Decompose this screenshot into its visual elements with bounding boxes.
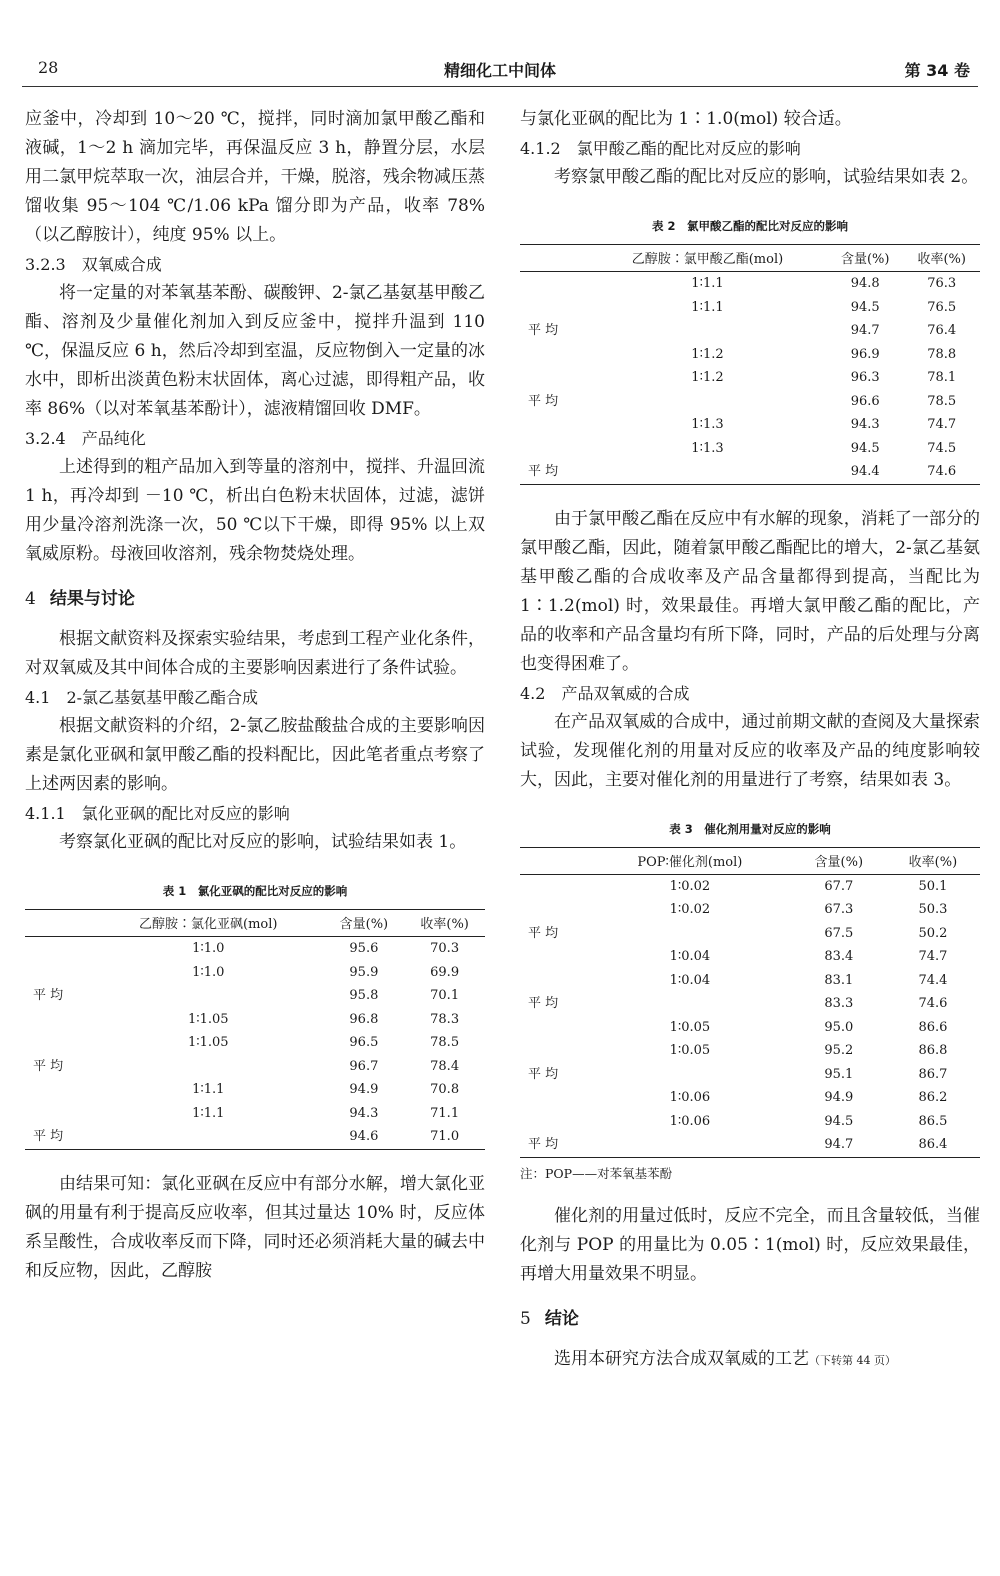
table-cell: 1∶0.02 bbox=[669, 902, 711, 917]
table-row bbox=[25, 961, 485, 985]
section-heading-3-2-4: 3.2.4 产品纯化 bbox=[25, 429, 146, 448]
table-row bbox=[520, 969, 980, 993]
table-row bbox=[520, 898, 980, 922]
table-cell: 95.2 bbox=[824, 1043, 854, 1058]
table-cell: 78.5 bbox=[430, 1035, 460, 1050]
table-cell: 71.0 bbox=[404, 1125, 485, 1149]
table-cell: 96.6 bbox=[850, 393, 880, 409]
table-row bbox=[25, 1078, 485, 1102]
column-header: 含量(%) bbox=[827, 245, 904, 272]
table-row bbox=[520, 1063, 980, 1087]
column-header: 收率(%) bbox=[903, 245, 980, 272]
table-cell bbox=[25, 1078, 93, 1102]
table-cell bbox=[520, 413, 588, 437]
table-cell bbox=[520, 1016, 588, 1040]
section-heading-3-2-3: 3.2.3 双氧威合成 bbox=[25, 255, 162, 274]
table-cell: 1∶1.3 bbox=[691, 440, 724, 456]
table-cell bbox=[520, 969, 588, 993]
table-cell: 1∶0.05 bbox=[669, 1043, 711, 1058]
page-header bbox=[22, 52, 978, 87]
table-cell: 94.3 bbox=[850, 417, 880, 432]
table-cell bbox=[520, 296, 588, 320]
table-cell: 74.7 bbox=[927, 417, 957, 432]
table-cell: 50.1 bbox=[918, 878, 948, 894]
paragraph: 应釜中，冷却到 10～20 ℃，搅拌，同时滴加氯甲酸乙酯和液碱，1～2 h 滴加完毕，再保温反应 3 h，静置分层，水层用二氯甲烷萃取一次，油层合并，干燥，脱溶，残余物减压蒸馏收集 95～104 ℃/1.06 kPa 馏分即为产品，收率 78%（以乙醇胺计），纯度 95% 以上。 bbox=[25, 109, 485, 245]
section-number: 4 bbox=[25, 589, 36, 609]
table-cell: 67.5 bbox=[824, 925, 854, 941]
table-cell: 95.6 bbox=[349, 941, 379, 956]
table-cell: 95.1 bbox=[824, 1066, 854, 1082]
table-3 bbox=[520, 821, 980, 1182]
section-heading-5 bbox=[520, 1305, 980, 1333]
table-cell: 86.4 bbox=[886, 1133, 980, 1157]
table-cell: 平 均 bbox=[528, 1066, 559, 1082]
table-cell: 83.4 bbox=[824, 949, 854, 964]
data-table bbox=[520, 244, 980, 485]
column-header: POP∶催化剂(mol) bbox=[588, 847, 792, 874]
table-cell: 76.5 bbox=[927, 299, 957, 315]
table-cell bbox=[520, 366, 588, 390]
table-cell: 71.1 bbox=[430, 1105, 460, 1121]
paragraph: 由结果可知：氯化亚砜在反应中有部分水解，增大氯化亚砜的用量有利于提高反应收率，但其过量达 10% 时，反应体系呈酸性，合成收率反而下降，同时还必须消耗大量的碱去中和反应物，因此，乙醇胺 bbox=[25, 1173, 485, 1281]
table-cell: 1∶1.0 bbox=[192, 941, 225, 956]
table-cell: 74.5 bbox=[927, 440, 957, 456]
table-cell: 平 均 bbox=[520, 1133, 588, 1157]
table-row bbox=[520, 343, 980, 367]
paragraph: 在产品双氧威的合成中，通过前期文献的查阅及大量探索试验，发现催化剂的用量对反应的收率及产品的纯度影响较大，因此，主要对催化剂的用量进行了考察，结果如表 3。 bbox=[520, 711, 980, 790]
journal-title: 精细化工中间体 bbox=[443, 61, 556, 80]
table-row bbox=[25, 1031, 485, 1055]
table-row bbox=[520, 390, 980, 414]
table-cell: 83.1 bbox=[824, 972, 854, 988]
table-cell: 78.4 bbox=[430, 1058, 460, 1074]
table-2 bbox=[520, 218, 980, 485]
table-cell: 74.6 bbox=[918, 996, 948, 1011]
table-cell: 96.3 bbox=[850, 370, 880, 385]
table-cell: 95.8 bbox=[349, 988, 379, 1003]
table-row bbox=[520, 437, 980, 461]
table-cell: 94.6 bbox=[324, 1125, 405, 1149]
table-cell: 83.3 bbox=[824, 996, 854, 1011]
table-cell: 50.3 bbox=[918, 902, 948, 917]
table-cell: 94.5 bbox=[850, 440, 880, 456]
table-cell bbox=[588, 460, 827, 484]
table-cell: 86.5 bbox=[918, 1113, 948, 1129]
table-cell: 1∶1.1 bbox=[192, 1105, 225, 1121]
table-cell: 86.2 bbox=[918, 1090, 948, 1105]
paragraph: 考察氯化亚砜的配比对反应的影响，试验结果如表 1。 bbox=[59, 832, 467, 852]
table-cell bbox=[588, 992, 792, 1016]
table-cell bbox=[520, 1110, 588, 1134]
table-row bbox=[25, 1055, 485, 1079]
table-cell: 78.1 bbox=[927, 370, 957, 385]
table-cell: 96.9 bbox=[850, 346, 880, 362]
table-cell: 67.7 bbox=[824, 878, 854, 894]
section-title: 结果与讨论 bbox=[49, 589, 135, 609]
table-cell bbox=[93, 984, 324, 1008]
table-cell: 70.3 bbox=[430, 941, 460, 956]
table-cell: 平 均 bbox=[25, 1125, 93, 1149]
table-cell bbox=[520, 1039, 588, 1063]
table-cell: 78.5 bbox=[927, 393, 957, 409]
table-cell: 平 均 bbox=[528, 323, 559, 338]
table-cell bbox=[520, 272, 588, 296]
section-number: 5 bbox=[520, 1308, 531, 1329]
table-cell: 1∶1.0 bbox=[192, 964, 225, 980]
table-title: 表 3 催化剂用量对反应的影响 bbox=[669, 821, 831, 836]
table-cell: 1∶1.1 bbox=[691, 276, 724, 291]
column-header: 乙醇胺∶氯化亚砜(mol) bbox=[93, 910, 324, 937]
table-cell: 平 均 bbox=[520, 460, 588, 484]
table-cell: 94.4 bbox=[827, 460, 904, 484]
table-note: 注：POP——对苯氧基苯酚 bbox=[520, 1165, 673, 1181]
section-heading-4-1-1: 4.1.1 氯化亚砜的配比对反应的影响 bbox=[25, 804, 290, 823]
table-row bbox=[520, 366, 980, 390]
table-cell: 94.9 bbox=[349, 1082, 379, 1097]
table-cell: 74.6 bbox=[903, 460, 980, 484]
table-cell bbox=[588, 922, 792, 946]
table-cell bbox=[520, 945, 588, 969]
page-number: 28 bbox=[38, 58, 59, 77]
table-cell: 平 均 bbox=[528, 925, 559, 941]
table-cell bbox=[25, 1102, 93, 1126]
table-cell: 94.7 bbox=[792, 1133, 886, 1157]
table-cell bbox=[93, 1125, 324, 1149]
table-cell: 94.9 bbox=[824, 1090, 854, 1105]
table-row bbox=[520, 1086, 980, 1110]
paragraph: 根据文献资料及探索实验结果，考虑到工程产业化条件，对双氧威及其中间体合成的主要影响因素进行了条件试验。 bbox=[25, 629, 485, 678]
table-cell: 76.3 bbox=[927, 276, 957, 291]
table-cell: 96.7 bbox=[349, 1058, 379, 1074]
section-heading-4-1: 4.1 2-氯乙基氨基甲酸乙酯合成 bbox=[25, 688, 259, 707]
table-cell bbox=[588, 319, 827, 343]
table-cell: 1∶0.05 bbox=[669, 1019, 711, 1035]
table-row bbox=[520, 992, 980, 1016]
section-heading-4 bbox=[25, 585, 485, 613]
table-row bbox=[25, 1102, 485, 1126]
paragraph bbox=[520, 1345, 980, 1375]
table-row bbox=[520, 945, 980, 969]
table-cell: 平 均 bbox=[33, 1058, 64, 1074]
paragraph: 考察氯甲酸乙酯的配比对反应的影响，试验结果如表 2。 bbox=[554, 167, 979, 187]
table-cell: 74.4 bbox=[918, 972, 948, 988]
table-row bbox=[25, 937, 485, 961]
table-row bbox=[520, 1133, 980, 1157]
table-cell: 1∶1.1 bbox=[691, 299, 724, 315]
table-row bbox=[25, 984, 485, 1008]
table-row bbox=[25, 1125, 485, 1149]
paragraph: 催化剂的用量过低时，反应不完全，而且含量较低，当催化剂与 POP 的用量比为 0.05∶1(mol) 时，反应效果最佳，再增大用量效果不明显。 bbox=[520, 1205, 980, 1284]
column-header bbox=[520, 245, 588, 272]
table-cell: 86.6 bbox=[918, 1019, 948, 1035]
table-cell: 78.3 bbox=[430, 1011, 460, 1027]
table-cell: 70.1 bbox=[430, 988, 460, 1003]
table-cell: 96.5 bbox=[349, 1035, 379, 1050]
data-table bbox=[520, 847, 980, 1158]
table-cell: 95.0 bbox=[824, 1019, 854, 1035]
table-cell bbox=[588, 1063, 792, 1087]
table-cell: 74.7 bbox=[918, 949, 948, 964]
paragraph: 由于氯甲酸乙酯在反应中有水解的现象，消耗了一部分的氯甲酸乙酯，因此，随着氯甲酸乙酯配比的增大，2-氯乙基氨基甲酸乙酯的合成收率及产品含量都得到提高，当配比为 1∶1.2(mol) 时，效果最佳。再增大氯甲酸乙酯的配比，产品的收率和产品含量均有所下降，同时，产品的后处理与分离也变得困难了。 bbox=[520, 508, 980, 674]
data-table bbox=[25, 909, 485, 1150]
table-cell bbox=[93, 1055, 324, 1079]
table-cell: 94.7 bbox=[850, 323, 880, 338]
table-cell: 94.5 bbox=[850, 299, 880, 315]
table-row bbox=[520, 296, 980, 320]
table-cell: 1∶1.05 bbox=[187, 1035, 229, 1050]
table-cell bbox=[520, 1086, 588, 1110]
paragraph: 上述得到的粗产品加入到等量的溶剂中，搅拌、升温回流 1 h，再冷却到 －10 ℃，析出白色粉末状固体，过滤，滤饼用少量冷溶剂洗涤一次，50 ℃以下干燥，即得 95% 以上双氧威原粉。母液回收溶剂，残余物焚烧处理。 bbox=[25, 457, 485, 564]
table-row bbox=[520, 922, 980, 946]
table-row bbox=[520, 319, 980, 343]
table-cell: 78.8 bbox=[927, 346, 957, 362]
table-cell bbox=[520, 343, 588, 367]
paragraph: 根据文献资料的介绍，2-氯乙胺盐酸盐合成的主要影响因素是氯化亚砜和氯甲酸乙酯的投料配比，因此笔者重点考察了上述两因素的影响。 bbox=[25, 716, 485, 794]
table-cell bbox=[25, 1008, 93, 1032]
table-row bbox=[520, 1016, 980, 1040]
table-row bbox=[520, 460, 980, 484]
continued-note: （下转第 44 页） bbox=[809, 1353, 896, 1367]
left-column bbox=[25, 105, 485, 1286]
table-cell bbox=[520, 874, 588, 898]
table-cell: 1∶1.1 bbox=[192, 1082, 225, 1097]
paragraph: 将一定量的对苯氧基苯酚、碳酸钾、2-氯乙基氨基甲酸乙酯、溶剂及少量催化剂加入到反应釜中，搅拌升温到 110 ℃，保温反应 6 h，然后冷却到室温，反应物倒入一定量的冰水中，即析出淡黄色粉末状固体，离心过滤，即得粗产品，收率 86%（以对苯氧基苯酚计），滤液精馏回收 DMF。 bbox=[25, 283, 485, 419]
table-row bbox=[520, 874, 980, 898]
table-cell: 86.7 bbox=[918, 1066, 948, 1082]
paragraph-text: 选用本研究方法合成双氧威的工艺 bbox=[554, 1348, 809, 1369]
table-cell: 70.8 bbox=[430, 1082, 460, 1097]
table-cell: 94.5 bbox=[824, 1113, 854, 1129]
table-cell: 1∶0.06 bbox=[669, 1090, 711, 1105]
column-header: 乙醇胺∶氯甲酸乙酯(mol) bbox=[588, 245, 827, 272]
column-header: 含量(%) bbox=[792, 847, 886, 874]
paragraph: 与氯化亚砜的配比为 1∶1.0(mol) 较合适。 bbox=[520, 109, 852, 129]
table-cell bbox=[25, 961, 93, 985]
table-cell: 1∶1.2 bbox=[691, 346, 724, 362]
section-heading-4-1-2: 4.1.2 氯甲酸乙酯的配比对反应的影响 bbox=[520, 139, 801, 158]
table-cell bbox=[588, 1133, 792, 1157]
table-cell bbox=[520, 437, 588, 461]
table-cell: 96.8 bbox=[349, 1011, 379, 1027]
section-heading-4-2: 4.2 产品双氧威的合成 bbox=[520, 683, 690, 703]
volume-label: 第 34 卷 bbox=[904, 61, 970, 80]
table-cell: 94.3 bbox=[349, 1105, 379, 1121]
table-cell: 1∶0.02 bbox=[669, 878, 711, 894]
table-cell: 1∶0.04 bbox=[669, 949, 711, 964]
column-header: 含量(%) bbox=[324, 910, 405, 937]
table-cell: 50.2 bbox=[918, 925, 948, 941]
table-cell: 1∶1.3 bbox=[691, 417, 724, 432]
table-row bbox=[520, 1039, 980, 1063]
table-cell: 95.9 bbox=[349, 964, 379, 980]
table-row bbox=[520, 1110, 980, 1134]
table-title: 表 2 氯甲酸乙酯的配比对反应的影响 bbox=[651, 219, 848, 233]
table-row bbox=[520, 272, 980, 296]
column-header: 收率(%) bbox=[404, 910, 485, 937]
table-cell: 1∶1.05 bbox=[187, 1011, 229, 1027]
right-column bbox=[520, 105, 980, 1375]
table-cell: 76.4 bbox=[927, 323, 957, 338]
table-cell: 86.8 bbox=[918, 1043, 948, 1058]
table-cell bbox=[25, 937, 93, 961]
table-cell bbox=[25, 1031, 93, 1055]
table-row bbox=[520, 413, 980, 437]
table-title: 表 1 氯化亚砜的配比对反应的影响 bbox=[162, 884, 348, 898]
table-cell: 平 均 bbox=[528, 996, 559, 1011]
table-cell: 1∶1.2 bbox=[691, 370, 724, 385]
table-cell: 94.8 bbox=[850, 276, 880, 291]
table-cell bbox=[588, 390, 827, 414]
section-title: 结论 bbox=[544, 1308, 579, 1329]
table-cell: 平 均 bbox=[33, 988, 64, 1003]
table-cell bbox=[520, 898, 588, 922]
table-cell: 67.3 bbox=[824, 902, 854, 917]
table-cell: 1∶0.04 bbox=[669, 972, 711, 988]
table-cell: 69.9 bbox=[430, 964, 460, 980]
column-header bbox=[520, 847, 588, 874]
table-row bbox=[25, 1008, 485, 1032]
table-cell: 1∶0.06 bbox=[669, 1113, 711, 1129]
column-header bbox=[25, 910, 93, 937]
table-1 bbox=[25, 883, 485, 1150]
table-cell: 平 均 bbox=[528, 393, 559, 409]
column-header: 收率(%) bbox=[886, 847, 980, 874]
